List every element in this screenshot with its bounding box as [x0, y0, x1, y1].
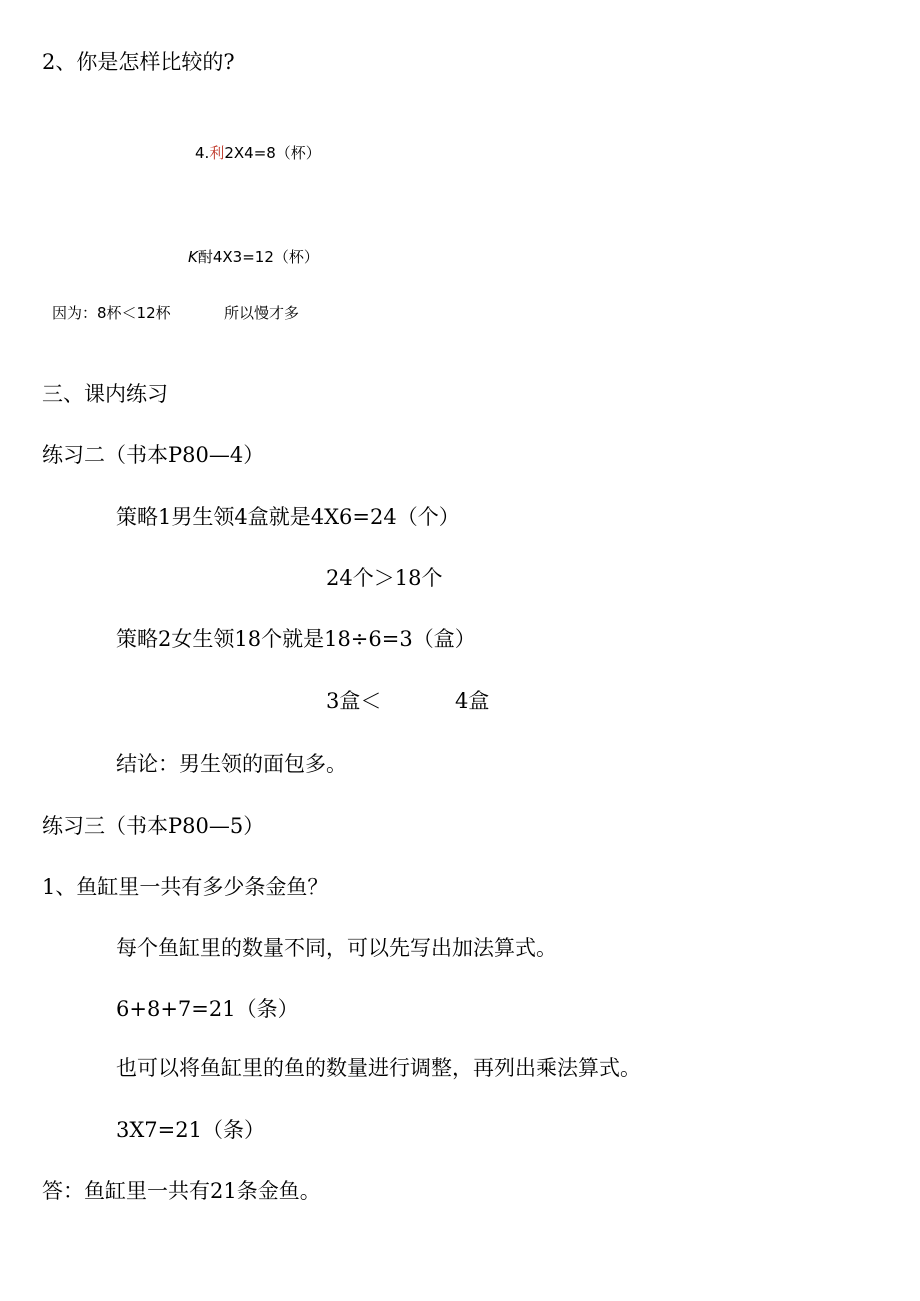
comparison-2-left: 3盒＜: [326, 689, 382, 713]
section-3-heading: 三、课内练习: [42, 382, 168, 406]
answer: 答：鱼缸里一共有21条金鱼。: [42, 1179, 321, 1203]
calc1-prefix: 4.: [195, 144, 210, 162]
comparison-1: 24个＞18个: [326, 566, 443, 590]
hint-2: 也可以将鱼缸里的鱼的数量进行调整，再列出乘法算式。: [116, 1056, 641, 1080]
strategy-1: 策略1男生领4盒就是4X6=24（个）: [116, 505, 460, 529]
exercise-3-title: 练习三（书本P80—5）: [42, 814, 265, 838]
question-1: 1、鱼缸里一共有多少条金鱼？: [42, 875, 329, 899]
strategy-2: 策略2女生领18个就是18÷6=3（盒）: [116, 627, 476, 651]
calculation-2: [188, 250, 319, 265]
calc2-prefix: K: [188, 248, 198, 266]
comparison-2-right: 4盒: [455, 689, 490, 713]
calc2-rest: 酎4X3=12（杯）: [197, 248, 319, 266]
equation-2: 3X7=21（条）: [116, 1118, 265, 1142]
because-right: 所以慢才多: [224, 304, 300, 322]
because-left: 因为：8杯＜12杯: [52, 304, 171, 322]
calc1-red-char: 利: [209, 144, 225, 162]
question-2-heading: 2、你是怎样比较的?: [42, 50, 235, 74]
calculation-1: [195, 146, 321, 161]
equation-1: 6+8+7=21（条）: [116, 997, 299, 1021]
hint-1: 每个鱼缸里的数量不同，可以先写出加法算式。: [116, 936, 557, 960]
conclusion: 结论：男生领的面包多。: [116, 752, 347, 776]
exercise-2-title: 练习二（书本P80—4）: [42, 443, 265, 467]
calc1-rest: 2X4=8（杯）: [224, 144, 321, 162]
